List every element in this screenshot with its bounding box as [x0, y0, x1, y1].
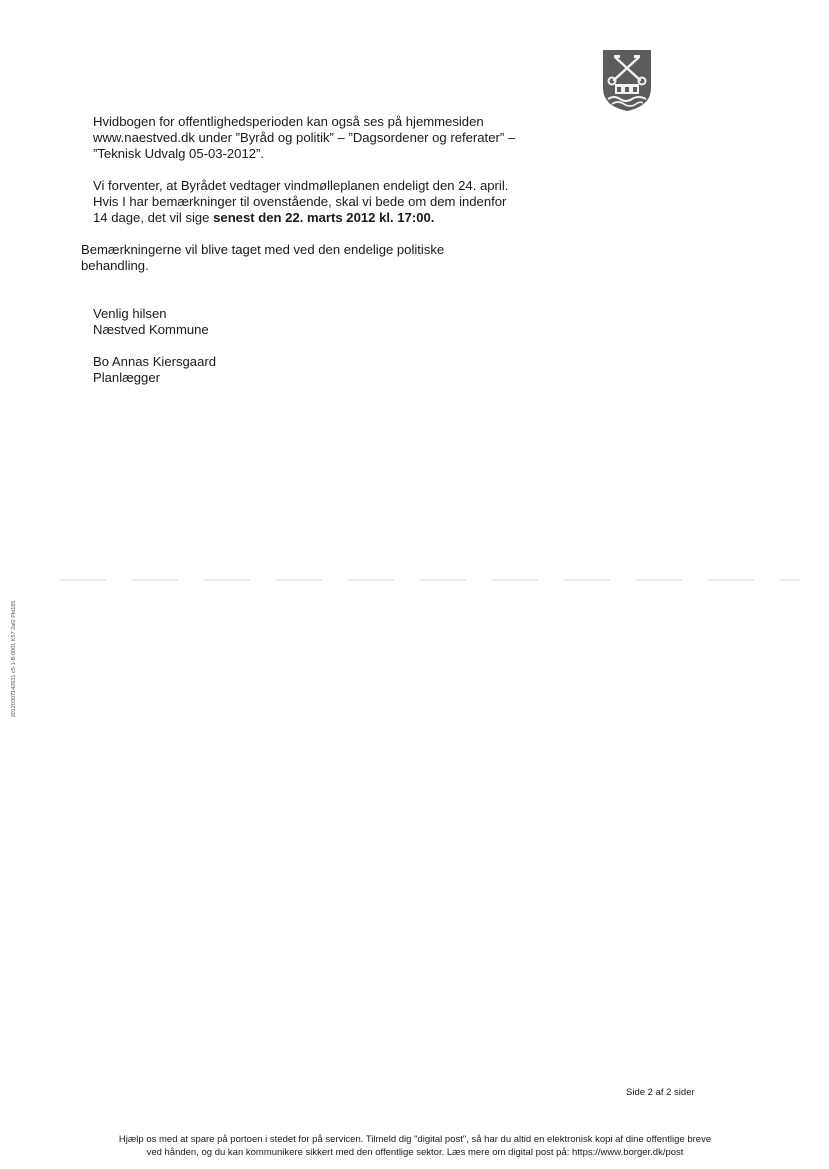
body-line: Vi forventer, at Byrådet vedtager vindmølleplanen endeligt den 24. april.	[93, 178, 509, 193]
signature-block	[93, 354, 216, 386]
fold-line	[60, 579, 800, 581]
body-line: Hvis I har bemærkninger til ovenstående, skal vi bede om dem indenfor	[93, 194, 507, 209]
body-line: behandling.	[81, 258, 149, 273]
body-line	[93, 210, 563, 226]
paragraph-treatment	[81, 242, 563, 274]
paragraph-deadline	[93, 178, 563, 226]
scan-reference-text: 20120307142631 c5-1-B-0001 K57 2af2 Pkt185	[11, 600, 17, 718]
deadline-date: senest den 22. marts 2012 kl. 17:00.	[213, 210, 435, 225]
letter-body	[81, 114, 563, 290]
paragraph-website	[93, 114, 563, 162]
closing-salutation: Venlig hilsen	[93, 306, 167, 321]
body-line: Bemærkningerne vil blive taget med ved den endelige politiske	[81, 242, 445, 257]
body-line: Hvidbogen for offentlighedsperioden kan også ses på hjemmesiden	[93, 114, 484, 129]
deadline-intro: 14 dage, det vil sige	[93, 210, 210, 225]
footer-notice	[30, 1133, 800, 1169]
footer-line: Hjælp os med at spare på portoen i stedet for på servicen. Tilmeld dig "digital post", så har du altid en elektronisk kopi af dine offentlige breve	[118, 1134, 712, 1145]
naestved-coat-of-arms-icon	[602, 48, 652, 112]
sender-title: Planlægger	[93, 370, 160, 385]
sender-organisation: Næstved Kommune	[93, 322, 209, 337]
page-number: Side 2 af 2 sider	[626, 1087, 695, 1098]
body-line: www.naestved.dk under ”Byråd og politik” – ”Dagsordener og referater” –	[93, 130, 516, 145]
sender-name: Bo Annas Kiersgaard	[93, 354, 217, 369]
closing-block	[93, 306, 209, 338]
footer-line: ved hånden, og du kan kommunikere sikkert med den offentlige sektor. Læs mere om digital post på: https://www.borger.dk/post	[146, 1147, 684, 1158]
body-line: ”Teknisk Udvalg 05-03-2012”.	[93, 146, 265, 161]
scan-reference	[9, 584, 19, 734]
